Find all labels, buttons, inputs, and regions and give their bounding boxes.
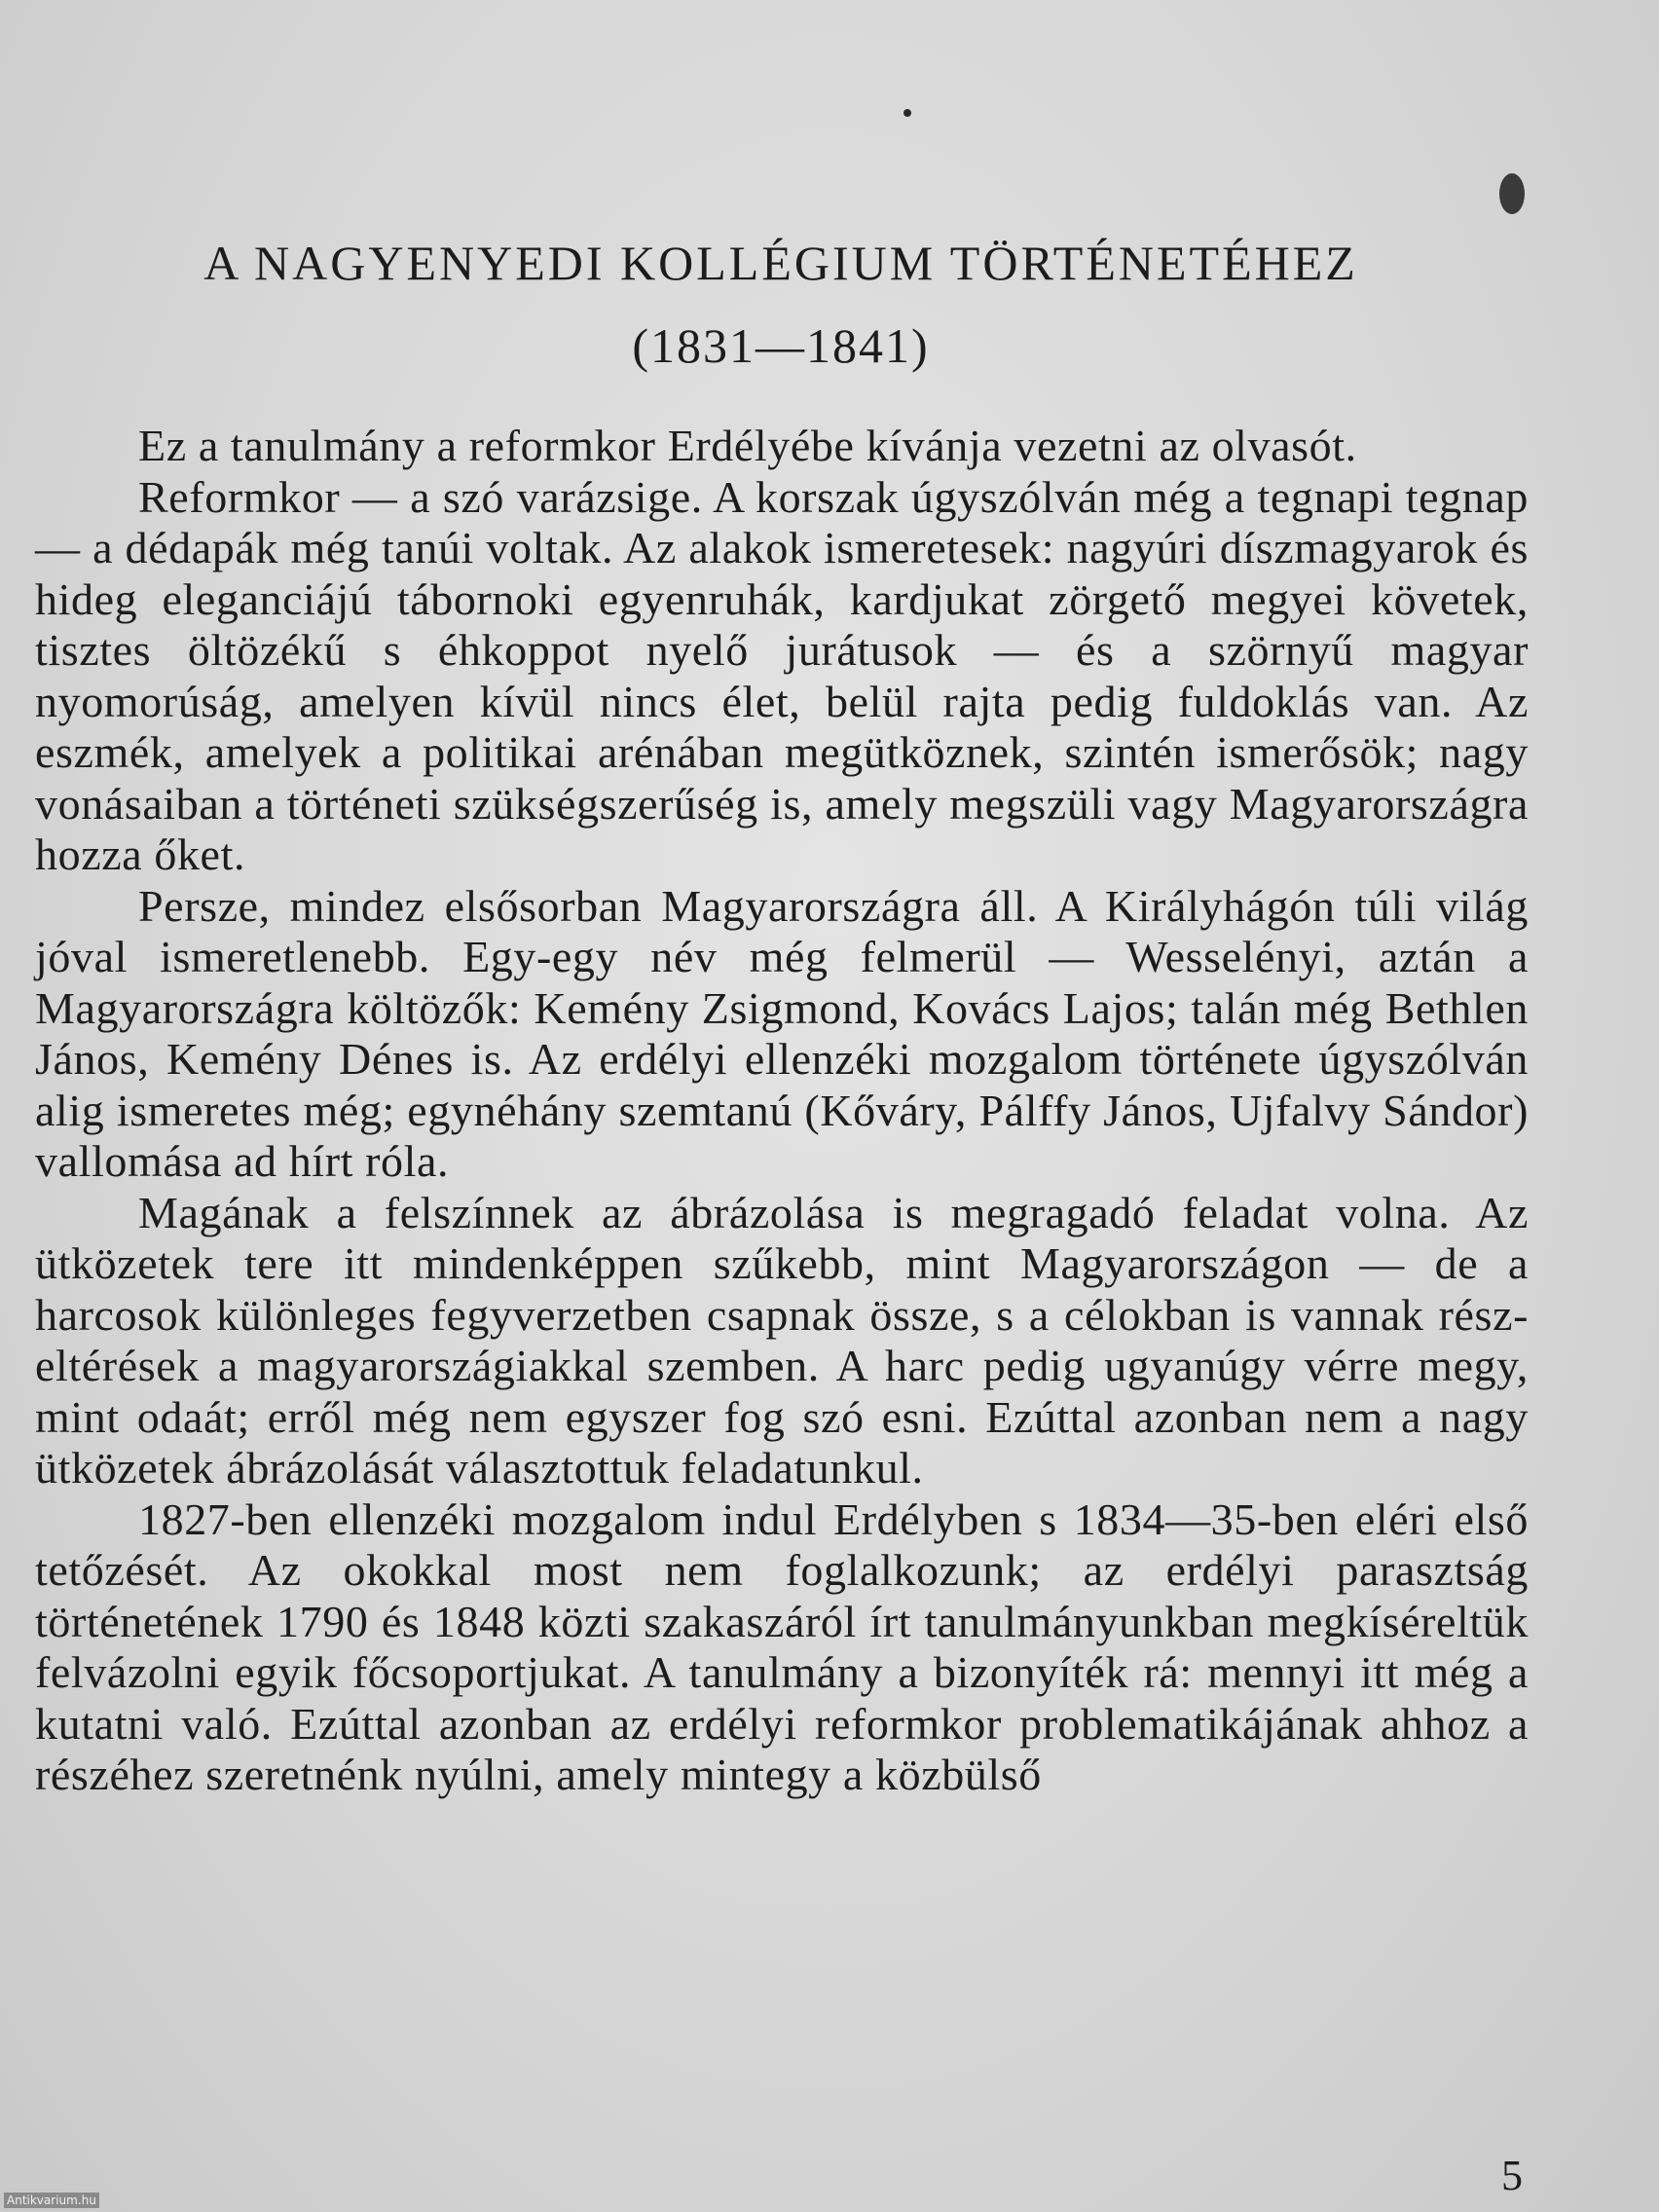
chapter-title: A NAGYENYEDI KOLLÉGIUM TÖRTÉNETÉHEZ xyxy=(203,236,1358,290)
chapter-date-range: (1831—1841) xyxy=(632,318,930,373)
paragraph: Magának a felszínnek az ábrázolása is megragadó feladat volna. Az ütközetek tere itt mindenképpen szűkebb, mint Magyarországon — de a harcosok különleges fegyverzetben csapnak össze, s a célokban is vannak rész-eltérések a magyarországiakkal szemben. A harc pedig ugyanúgy vérre megy, mint odaát; erről még nem egyszer fog szó esni. Ezúttal azonban nem a nagy ütközetek ábrázolását választottuk feladatunkul. xyxy=(35,1187,1529,1493)
paragraph: Persze, mindez elsősorban Magyarországra áll. A Királyhágón túli világ jóval ismeretlenebb. Egy-egy név még felmerül — Wesselényi, aztán a Magyarországra költözők: Kemény Zsigmond, Kovács Lajos; talán még Bethlen János, Kemény Dénes is. Az erdélyi ellenzéki mozgalom története úgyszólván alig ismeretes még; egynéhány szemtanú (Kőváry, Pálffy János, Ujfalvy Sándor) vallomása ad hírt róla. xyxy=(35,880,1529,1186)
watermark-text: Antikvarium.hu xyxy=(4,2193,99,2208)
paragraph: Reformkor — a szó varázsige. A korszak úgyszólván még a tegnapi tegnap — a dédapák még tanúi voltak. Az alakok ismeretesek: nagyúri díszmagyarok és hideg eleganciájú tábornoki egyenruhák, kardjukat zörgető megyei követek, tisztes öltözékű s éhkoppot nyelő jurátusok — és a szörnyű magyar nyomorúság, amelyen kívül nincs élet, belül rajta pedig fuldoklás van. Az eszmék, amelyek a politikai arénában megütköznek, szintén ismerősök; nagy vonásaiban a történeti szükségszerűség is, amely megszüli vagy Magyarországra hozza őket. xyxy=(35,471,1529,879)
body-text xyxy=(35,421,1529,1801)
ink-speck xyxy=(1499,173,1525,214)
paragraph: 1827-ben ellenzéki mozgalom indul Erdélyben s 1834—35-ben eléri első tetőzését. Az okokkal most nem foglalkozunk; az erdélyi parasztság történetének 1790 és 1848 közti szakaszáról írt tanulmányunkban megkíséreltük felvázolni egyik főcsoportjukat. A tanulmány a bizonyíték rá: mennyi itt még a kutatni való. Ezúttal azonban az erdélyi reformkor problematikájának ahhoz a részéhez szeretnénk nyúlni, amely mintegy a közbülső xyxy=(35,1493,1529,1799)
ink-speck xyxy=(903,109,911,117)
page-number: 5 xyxy=(1501,2152,1523,2199)
paragraph: Ez a tanulmány a reformkor Erdélyébe kívánja vezetni az olvasót. xyxy=(138,421,1357,470)
